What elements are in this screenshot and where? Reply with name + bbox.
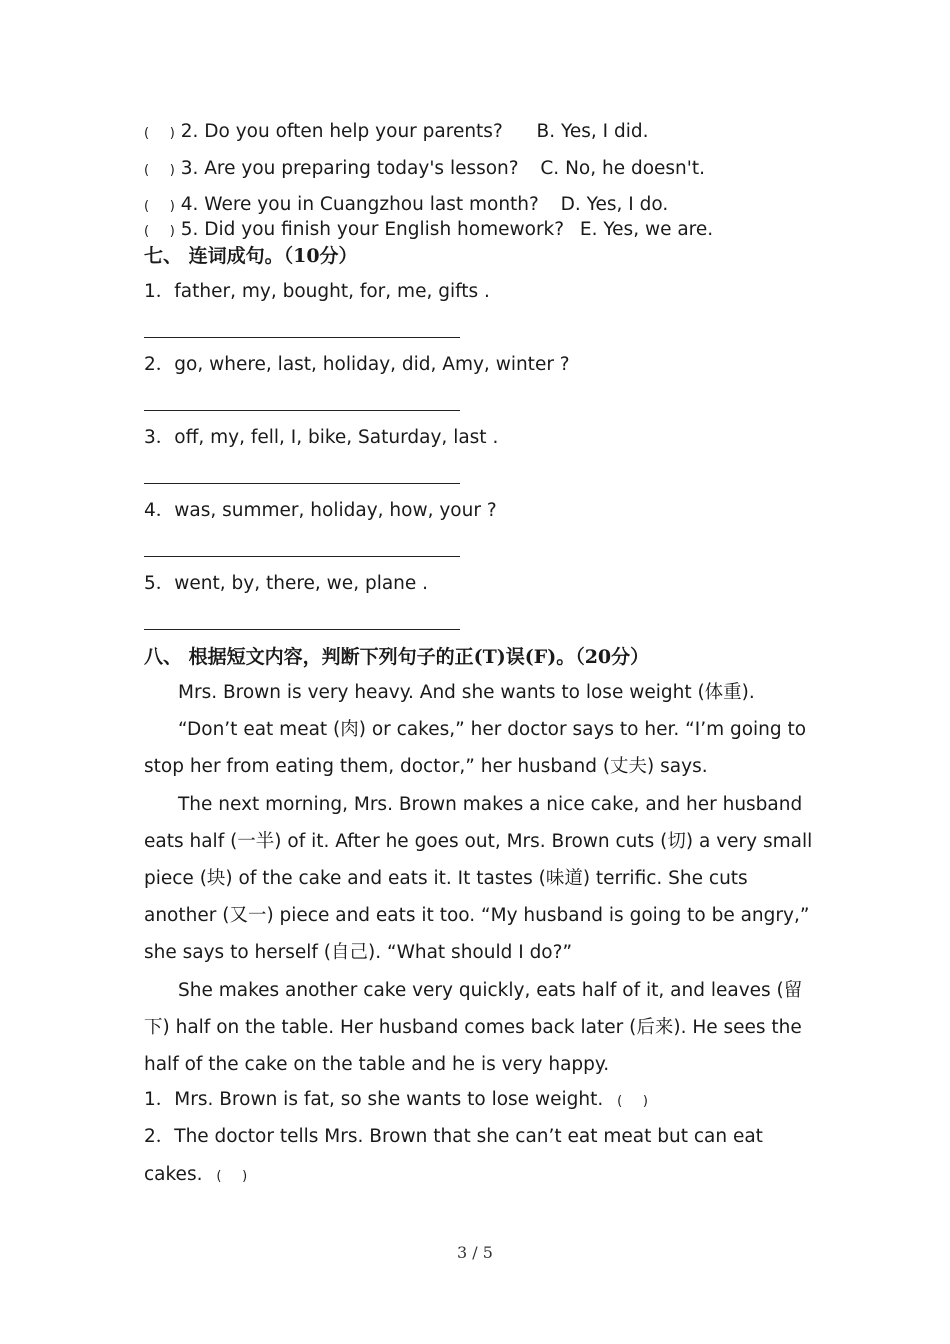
answer-bracket[interactable]: ( ) [144, 163, 175, 178]
item-number: 5. [180, 219, 199, 240]
tf-question-text: 2．The doctor tells Mrs. Brown that she can’t eat meat but can eat [144, 1126, 763, 1147]
passage-paragraph-1: Mrs. Brown is very heavy. And she wants to lose weight (体重). [178, 682, 755, 703]
answer-option: B. Yes, I did. [536, 121, 649, 142]
answer-line-5[interactable] [144, 629, 460, 630]
sentence-item-3: 3．off, my, fell, I, bike, Saturday, last . [144, 427, 499, 448]
matching-item-4 [144, 193, 668, 219]
sentence-item-5: 5．went, by, there, we, plane . [144, 573, 429, 594]
passage-paragraph-4: She makes another cake very quickly, eats half of it, and leaves (留下) half on the table. Her husband comes back later (后来). He sees the half of the cake on the table and he is very happy. [144, 979, 803, 1076]
answer-line-4[interactable] [144, 556, 460, 557]
answer-bracket[interactable]: ( ) [144, 126, 175, 141]
tf-question-1 [144, 1088, 648, 1114]
item-number: 4. [180, 194, 199, 215]
question-text: Were you in Cuangzhou last month? [204, 194, 539, 215]
question-text: Did you finish your English homework? [204, 219, 565, 240]
sentence-item-1: 1．father, my, bought, for, me, gifts . [144, 281, 490, 302]
answer-bracket[interactable]: ( ) [144, 199, 175, 214]
answer-bracket[interactable]: ( ) [216, 1169, 248, 1184]
answer-option: D. Yes, I do. [560, 194, 669, 215]
reading-passage [144, 674, 814, 1083]
question-text: Are you preparing today's lesson? [204, 158, 519, 179]
answer-bracket[interactable]: ( ) [617, 1094, 648, 1109]
tf-question-2 [144, 1125, 763, 1149]
answer-bracket[interactable]: ( ) [144, 224, 175, 239]
passage-paragraph-2: “Don’t eat meat (肉) or cakes,” her doctor says to her. “I’m going to stop her from eating them, doctor,” her husband (丈夫) says. [144, 719, 807, 778]
answer-option: C. No, he doesn't. [540, 158, 706, 179]
answer-line-1[interactable] [144, 337, 460, 338]
item-number: 2. [180, 121, 199, 142]
sentence-item-4: 4．was, summer, holiday, how, your ? [144, 500, 497, 521]
answer-line-2[interactable] [144, 410, 460, 411]
matching-item-3 [144, 157, 705, 183]
answer-line-3[interactable] [144, 483, 460, 484]
tf-question-2-cont [144, 1163, 247, 1189]
page-number: 3 / 5 [457, 1243, 493, 1262]
passage-paragraph-3: The next morning, Mrs. Brown makes a nice cake, and her husband eats half (一半) of it. After he goes out, Mrs. Brown cuts (切) a very small piece (块) of the cake and eats it. It tastes (味道) terrific. She cuts another (又一) piece and eats it too. “My husband is going to be angry,” she says to herself (自己). “What should I do?” [144, 793, 813, 964]
section-7-heading: 七、 连词成句。（10分） [144, 245, 358, 267]
tf-question-text: 1．Mrs. Brown is fat, so she wants to lose weight. [144, 1089, 604, 1110]
answer-option: E. Yes, we are. [579, 219, 714, 240]
item-number: 3. [180, 158, 199, 179]
matching-item-5 [144, 218, 713, 244]
section-8-heading: 八、 根据短文内容，判断下列句子的正(T)误(F)。（20分） [144, 646, 650, 668]
sentence-item-2: 2．go, where, last, holiday, did, Amy, winter ? [144, 354, 570, 375]
question-text: Do you often help your parents? [204, 121, 503, 142]
tf-question-text: cakes. [144, 1164, 203, 1185]
matching-item-2 [144, 120, 648, 146]
